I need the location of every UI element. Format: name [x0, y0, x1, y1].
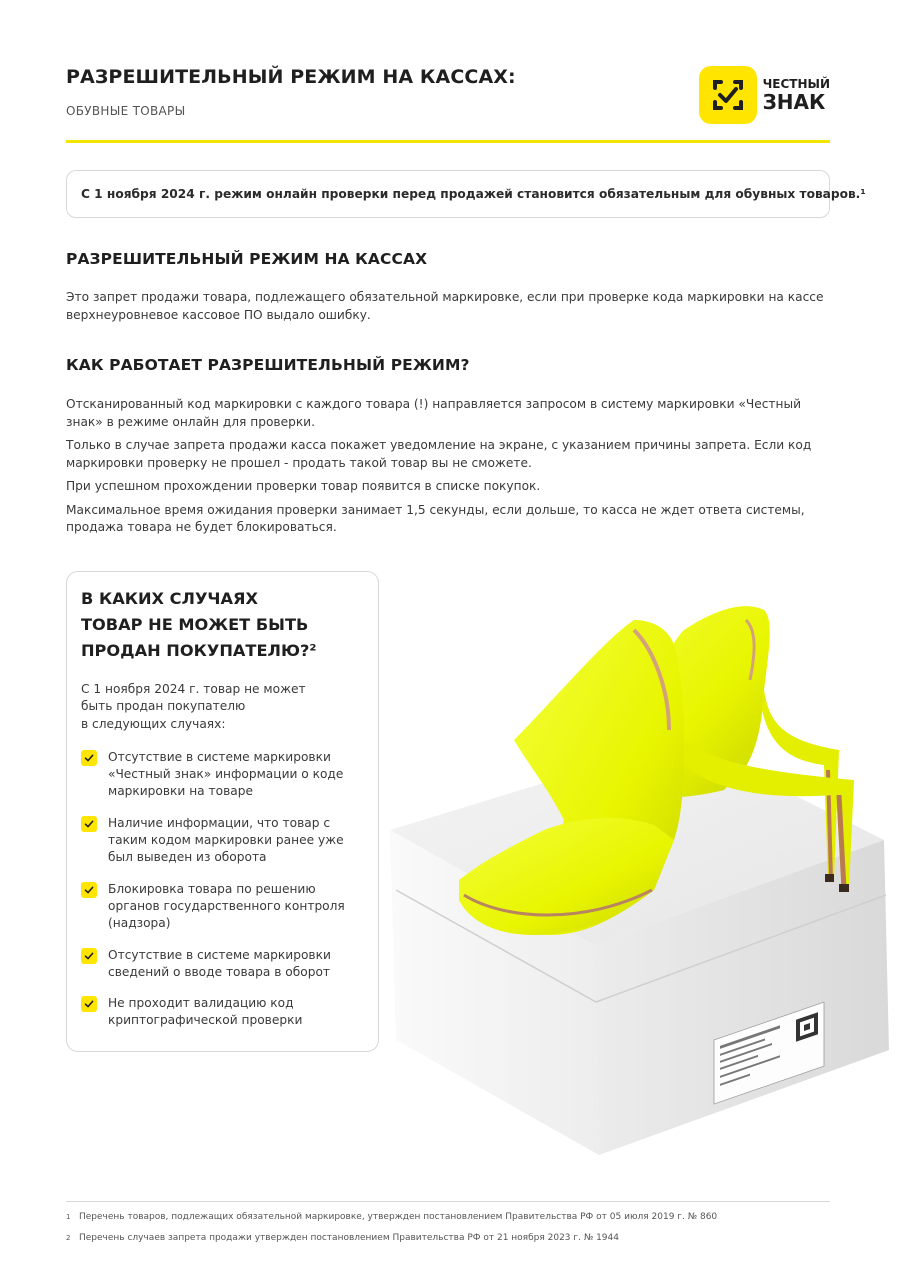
check-icon — [81, 882, 97, 898]
footnote-text: Перечень товаров, подлежащих обязательной маркировке, утвержден постановлением Правительства РФ от 05 июля 2019 г. № 860 — [79, 1212, 718, 1222]
reason-line: Блокировка товара по решению — [108, 881, 316, 896]
page-title: РАЗРЕШИТЕЛЬНЫЙ РЕЖИМ НА КАССАХ: — [66, 66, 516, 88]
check-icon — [81, 996, 97, 1012]
reason-line: Отсутствие в системе маркировки — [108, 749, 331, 764]
footnotes — [66, 1211, 830, 1253]
section-how-heading: КАК РАБОТАЕТ РАЗРЕШИТЕЛЬНЫЙ РЕЖИМ? — [66, 356, 470, 374]
paragraph: Только в случае запрета продажи касса покажет уведомление на экране, с указанием причины запрета. Если код маркировки проверку не прошел - продать такой товар вы не сможете. — [66, 438, 812, 470]
footnote — [66, 1211, 830, 1223]
footnote-number: 2 — [66, 1234, 71, 1242]
section-definition-text: Это запрет продажи товара, подлежащего обязательной маркировке, если при проверке кода маркировки на кассе верхнеуровневое кассовое ПО выдало ошибку. — [66, 290, 824, 322]
page-header — [66, 66, 830, 144]
card-title-line: ПРОДАН ПОКУПАТЕЛЮ?² — [81, 641, 317, 660]
list-item — [81, 995, 364, 1030]
chestny-znak-logo — [699, 66, 830, 124]
paragraph: Отсканированный код маркировки с каждого товара (!) направляется запросом в систему маркировки «Честный знак» в режиме онлайн для проверки. — [66, 397, 802, 429]
card-title-line: В КАКИХ СЛУЧАЯХ — [81, 589, 258, 608]
check-icon — [81, 816, 97, 832]
reason-text — [108, 947, 331, 982]
logo-line-2: ЗНАК — [762, 90, 826, 114]
header-divider — [66, 140, 830, 143]
list-item — [81, 815, 364, 867]
reason-line: (надзора) — [108, 916, 171, 931]
footnote-number: 1 — [66, 1213, 71, 1221]
reason-line: таким кодом маркировки ранее уже — [108, 833, 344, 848]
reason-line: Отсутствие в системе маркировки — [108, 947, 331, 962]
reason-line: сведений о вводе товара в оборот — [108, 964, 331, 979]
product-illustration — [384, 590, 900, 1170]
logo-checkmark-icon — [699, 66, 757, 124]
card-intro-line: быть продан покупателю — [81, 699, 246, 714]
check-icon — [81, 948, 97, 964]
page-subtitle: ОБУВНЫЕ ТОВАРЫ — [66, 104, 186, 118]
check-icon — [81, 750, 97, 766]
paragraph: Максимальное время ожидания проверки занимает 1,5 секунды, если дольше, то касса не ждет ответа системы, продажа товара не будет блокироваться. — [66, 502, 805, 534]
restrictions-card — [66, 571, 379, 1052]
reason-line: «Честный знак» информации о коде — [108, 767, 344, 782]
reasons-list — [81, 749, 364, 1030]
card-intro-line: в следующих случаях: — [81, 716, 226, 731]
card-intro-line: С 1 ноября 2024 г. товар не может — [81, 682, 306, 696]
list-item — [81, 947, 364, 982]
section-definition — [66, 250, 830, 324]
section-how-paragraphs — [66, 396, 830, 537]
reason-line: Не проходит валидацию код — [108, 996, 294, 1011]
reason-line: криптографической проверки — [108, 1013, 303, 1028]
reason-line: Наличие информации, что товар с — [108, 815, 331, 830]
card-title — [81, 586, 364, 664]
reason-text — [108, 815, 344, 867]
footnote-text: Перечень случаев запрета продажи утвержден постановлением Правительства РФ от 21 ноября 2023 г. № 1944 — [79, 1233, 619, 1243]
logo-wordmark — [763, 78, 830, 112]
reason-line: был выведен из оборота — [108, 850, 267, 865]
reason-line: органов государственного контроля — [108, 898, 345, 913]
list-item — [81, 881, 364, 933]
footer-divider — [66, 1201, 830, 1202]
card-title-line: ТОВАР НЕ МОЖЕТ БЫТЬ — [81, 615, 309, 634]
section-how-it-works — [66, 356, 830, 543]
section-definition-heading: РАЗРЕШИТЕЛЬНЫЙ РЕЖИМ НА КАССАХ — [66, 250, 428, 268]
notice-text: С 1 ноября 2024 г. режим онлайн проверки перед продажей становится обязательным для обувных товаров.¹ — [81, 187, 866, 201]
reason-text — [108, 881, 345, 933]
reason-line: маркировки на товаре — [108, 784, 253, 799]
list-item — [81, 749, 364, 801]
paragraph: При успешном прохождении проверки товар появится в списке покупок. — [66, 479, 541, 493]
card-intro — [81, 681, 364, 733]
reason-text — [108, 749, 343, 801]
reason-text — [108, 995, 302, 1030]
footnote — [66, 1232, 830, 1244]
notice-box — [66, 170, 866, 218]
logo-line-1: ЧЕСТНЫЙ — [762, 77, 830, 91]
